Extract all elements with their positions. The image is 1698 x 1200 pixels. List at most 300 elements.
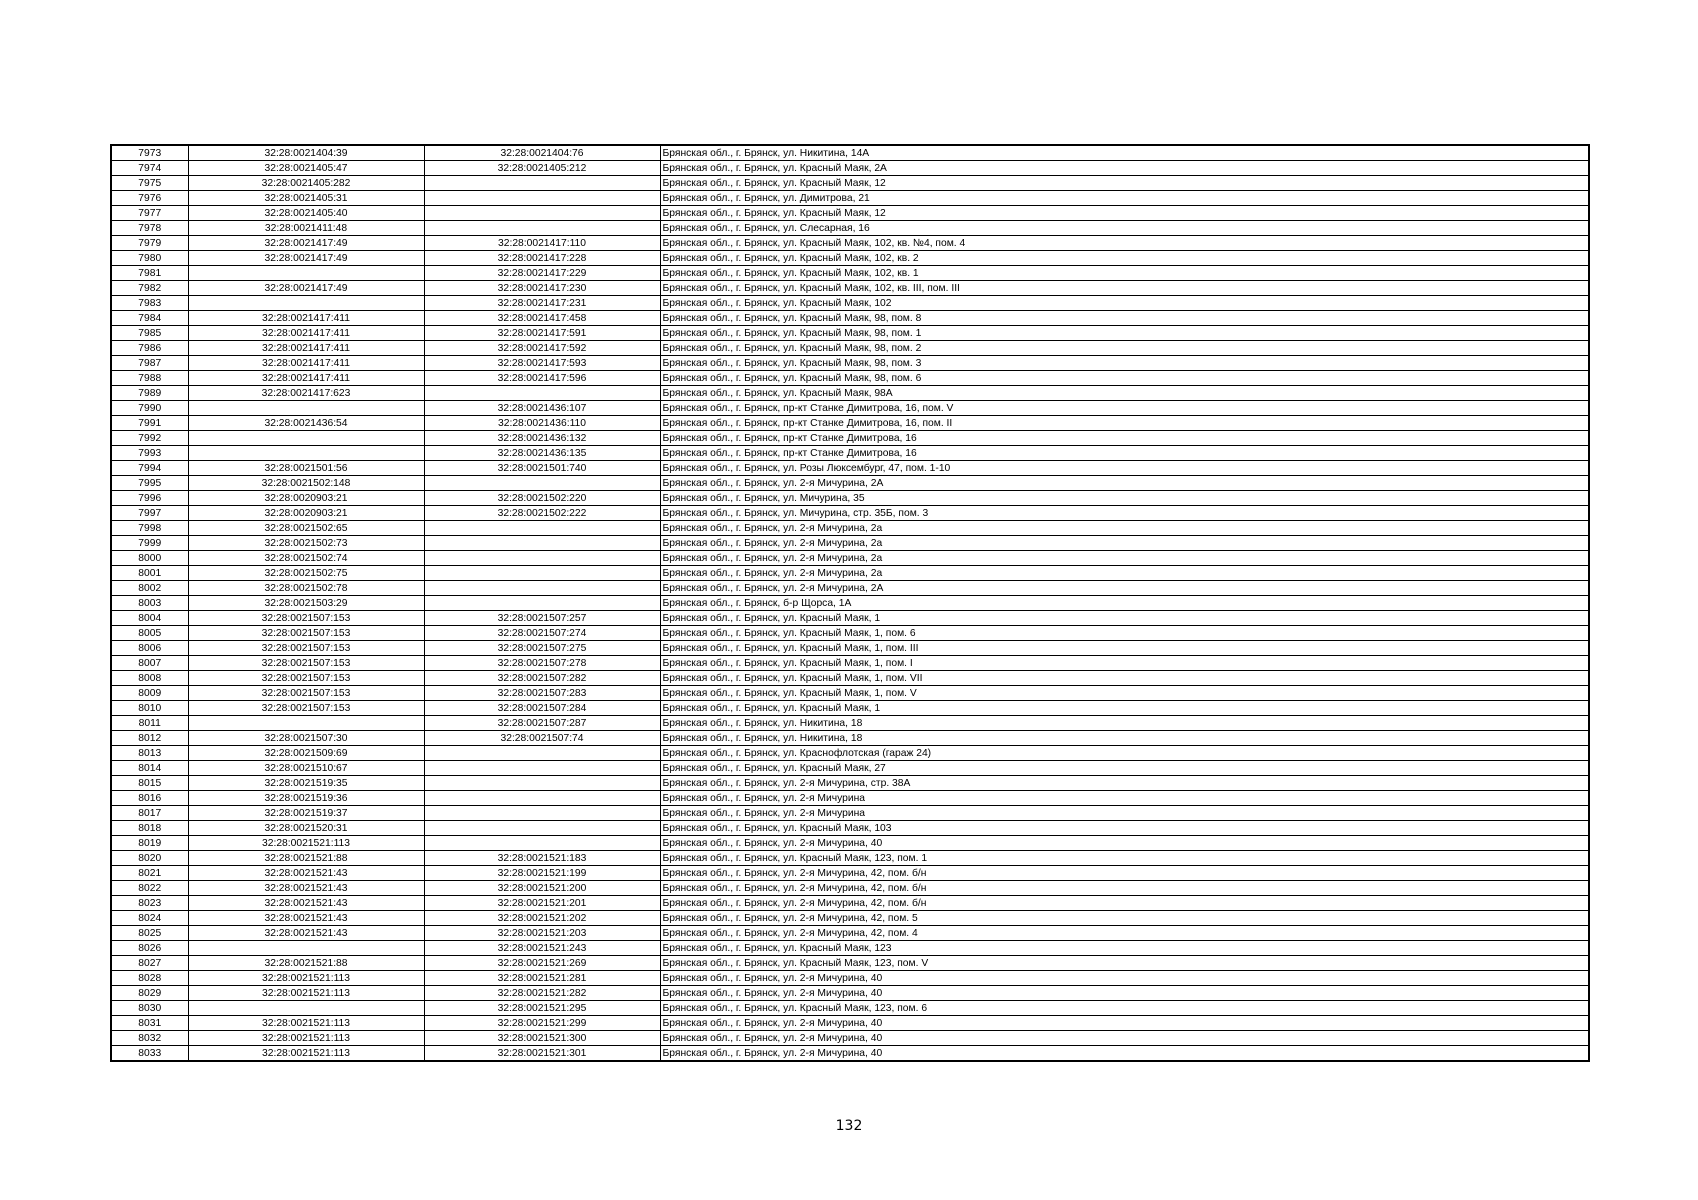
table-row [111, 761, 1589, 776]
address-cell: Брянская обл., г. Брянск, ул. Красный Маяк, 103 [660, 821, 1589, 836]
row-number-cell: 8015 [111, 776, 188, 791]
object-cadastral-number-cell: 32:28:0021521:199 [424, 866, 660, 881]
land-cadastral-number-cell: 32:28:0021509:69 [188, 746, 424, 761]
object-cadastral-number-cell [424, 521, 660, 536]
land-cadastral-number-cell: 32:28:0021502:75 [188, 566, 424, 581]
table-row [111, 596, 1589, 611]
registry-table [110, 144, 1590, 1062]
row-number-cell: 7997 [111, 506, 188, 521]
address-cell: Брянская обл., г. Брянск, ул. 2-я Мичурина, 42, пом. б/н [660, 881, 1589, 896]
address-cell: Брянская обл., г. Брянск, ул. Красный Маяк, 102, кв. 1 [660, 266, 1589, 281]
table-row [111, 641, 1589, 656]
table-row [111, 416, 1589, 431]
row-number-cell: 8004 [111, 611, 188, 626]
object-cadastral-number-cell: 32:28:0021405:212 [424, 161, 660, 176]
address-cell: Брянская обл., г. Брянск, ул. 2-я Мичурина, 2а [660, 521, 1589, 536]
land-cadastral-number-cell: 32:28:0021507:153 [188, 671, 424, 686]
row-number-cell: 7994 [111, 461, 188, 476]
address-cell: Брянская обл., г. Брянск, ул. 2-я Мичурина, 2а [660, 566, 1589, 581]
object-cadastral-number-cell: 32:28:0021436:132 [424, 431, 660, 446]
object-cadastral-number-cell: 32:28:0021507:284 [424, 701, 660, 716]
address-cell: Брянская обл., г. Брянск, ул. Красный Маяк, 123, пом. 6 [660, 1001, 1589, 1016]
table-row [111, 506, 1589, 521]
table-row [111, 521, 1589, 536]
table-row [111, 311, 1589, 326]
land-cadastral-number-cell: 32:28:0021521:113 [188, 971, 424, 986]
address-cell: Брянская обл., г. Брянск, пр-кт Станке Димитрова, 16 [660, 431, 1589, 446]
table-row [111, 236, 1589, 251]
address-cell: Брянская обл., г. Брянск, ул. 2-я Мичурина, 42, пом. б/н [660, 866, 1589, 881]
row-number-cell: 8012 [111, 731, 188, 746]
table-row [111, 356, 1589, 371]
row-number-cell: 7993 [111, 446, 188, 461]
land-cadastral-number-cell: 32:28:0021521:43 [188, 881, 424, 896]
table-row [111, 161, 1589, 176]
land-cadastral-number-cell: 32:28:0021520:31 [188, 821, 424, 836]
object-cadastral-number-cell [424, 746, 660, 761]
land-cadastral-number-cell: 32:28:0021503:29 [188, 596, 424, 611]
address-cell: Брянская обл., г. Брянск, ул. Красный Маяк, 102, кв. 2 [660, 251, 1589, 266]
land-cadastral-number-cell: 32:28:0021502:73 [188, 536, 424, 551]
land-cadastral-number-cell: 32:28:0021519:37 [188, 806, 424, 821]
object-cadastral-number-cell [424, 176, 660, 191]
row-number-cell: 7996 [111, 491, 188, 506]
object-cadastral-number-cell: 32:28:0021507:74 [424, 731, 660, 746]
row-number-cell: 7989 [111, 386, 188, 401]
object-cadastral-number-cell [424, 596, 660, 611]
row-number-cell: 8026 [111, 941, 188, 956]
land-cadastral-number-cell: 32:28:0021519:36 [188, 791, 424, 806]
table-row [111, 581, 1589, 596]
table-row [111, 476, 1589, 491]
row-number-cell: 8008 [111, 671, 188, 686]
address-cell: Брянская обл., г. Брянск, ул. Красный Маяк, 1, пом. V [660, 686, 1589, 701]
address-cell: Брянская обл., г. Брянск, ул. Красный Маяк, 1, пом. I [660, 656, 1589, 671]
land-cadastral-number-cell: 32:28:0020903:21 [188, 506, 424, 521]
table-row [111, 731, 1589, 746]
object-cadastral-number-cell: 32:28:0021507:257 [424, 611, 660, 626]
row-number-cell: 8011 [111, 716, 188, 731]
row-number-cell: 7981 [111, 266, 188, 281]
row-number-cell: 8016 [111, 791, 188, 806]
table-row [111, 281, 1589, 296]
object-cadastral-number-cell: 32:28:0021507:287 [424, 716, 660, 731]
address-cell: Брянская обл., г. Брянск, ул. Красный Маяк, 123, пом. 1 [660, 851, 1589, 866]
page-number: 132 [835, 1118, 863, 1134]
row-number-cell: 8019 [111, 836, 188, 851]
land-cadastral-number-cell: 32:28:0021507:153 [188, 656, 424, 671]
land-cadastral-number-cell: 32:28:0021404:39 [188, 145, 424, 161]
row-number-cell: 8025 [111, 926, 188, 941]
object-cadastral-number-cell: 32:28:0021507:274 [424, 626, 660, 641]
object-cadastral-number-cell: 32:28:0021521:300 [424, 1031, 660, 1046]
object-cadastral-number-cell: 32:28:0021417:229 [424, 266, 660, 281]
object-cadastral-number-cell: 32:28:0021417:592 [424, 341, 660, 356]
address-cell: Брянская обл., г. Брянск, ул. Красный Маяк, 123, пом. V [660, 956, 1589, 971]
table-row [111, 251, 1589, 266]
table-row [111, 776, 1589, 791]
row-number-cell: 8005 [111, 626, 188, 641]
land-cadastral-number-cell: 32:28:0021501:56 [188, 461, 424, 476]
address-cell: Брянская обл., г. Брянск, ул. Красный Маяк, 27 [660, 761, 1589, 776]
object-cadastral-number-cell: 32:28:0021404:76 [424, 145, 660, 161]
table-row [111, 806, 1589, 821]
table-row [111, 145, 1589, 161]
object-cadastral-number-cell: 32:28:0021521:203 [424, 926, 660, 941]
table-row [111, 536, 1589, 551]
address-cell: Брянская обл., г. Брянск, ул. Краснофлотская (гараж 24) [660, 746, 1589, 761]
row-number-cell: 7988 [111, 371, 188, 386]
object-cadastral-number-cell [424, 221, 660, 236]
land-cadastral-number-cell: 32:28:0021521:43 [188, 926, 424, 941]
address-cell: Брянская обл., г. Брянск, ул. 2-я Мичурина, 2А [660, 476, 1589, 491]
land-cadastral-number-cell [188, 941, 424, 956]
address-cell: Брянская обл., г. Брянск, ул. 2-я Мичурина [660, 791, 1589, 806]
land-cadastral-number-cell [188, 431, 424, 446]
land-cadastral-number-cell: 32:28:0021521:43 [188, 911, 424, 926]
address-cell: Брянская обл., г. Брянск, ул. 2-я Мичурина, 2а [660, 551, 1589, 566]
table-row [111, 656, 1589, 671]
land-cadastral-number-cell: 32:28:0021436:54 [188, 416, 424, 431]
table-row [111, 296, 1589, 311]
object-cadastral-number-cell: 32:28:0021521:243 [424, 941, 660, 956]
address-cell: Брянская обл., г. Брянск, ул. 2-я Мичурина, 42, пом. 4 [660, 926, 1589, 941]
address-cell: Брянская обл., г. Брянск, ул. Красный Маяк, 1 [660, 701, 1589, 716]
land-cadastral-number-cell: 32:28:0021417:49 [188, 251, 424, 266]
land-cadastral-number-cell: 32:28:0021521:113 [188, 1031, 424, 1046]
land-cadastral-number-cell: 32:28:0021510:67 [188, 761, 424, 776]
row-number-cell: 8007 [111, 656, 188, 671]
table-row [111, 371, 1589, 386]
row-number-cell: 7995 [111, 476, 188, 491]
address-cell: Брянская обл., г. Брянск, ул. 2-я Мичурина, стр. 38А [660, 776, 1589, 791]
table-row [111, 461, 1589, 476]
table-row [111, 971, 1589, 986]
row-number-cell: 8032 [111, 1031, 188, 1046]
object-cadastral-number-cell: 32:28:0021521:269 [424, 956, 660, 971]
object-cadastral-number-cell: 32:28:0021436:107 [424, 401, 660, 416]
address-cell: Брянская обл., г. Брянск, ул. 2-я Мичурина, 40 [660, 1031, 1589, 1046]
table-row [111, 551, 1589, 566]
row-number-cell: 8031 [111, 1016, 188, 1031]
address-cell: Брянская обл., г. Брянск, ул. Слесарная, 16 [660, 221, 1589, 236]
object-cadastral-number-cell: 32:28:0021417:230 [424, 281, 660, 296]
object-cadastral-number-cell [424, 791, 660, 806]
land-cadastral-number-cell: 32:28:0021521:88 [188, 956, 424, 971]
object-cadastral-number-cell: 32:28:0021436:110 [424, 416, 660, 431]
land-cadastral-number-cell: 32:28:0021502:148 [188, 476, 424, 491]
row-number-cell: 7974 [111, 161, 188, 176]
row-number-cell: 7982 [111, 281, 188, 296]
address-cell: Брянская обл., г. Брянск, ул. Красный Маяк, 1 [660, 611, 1589, 626]
land-cadastral-number-cell: 32:28:0021521:88 [188, 851, 424, 866]
row-number-cell: 8033 [111, 1046, 188, 1062]
land-cadastral-number-cell: 32:28:0021521:43 [188, 896, 424, 911]
address-cell: Брянская обл., г. Брянск, ул. 2-я Мичурина, 40 [660, 1046, 1589, 1062]
object-cadastral-number-cell [424, 206, 660, 221]
object-cadastral-number-cell: 32:28:0021417:591 [424, 326, 660, 341]
address-cell: Брянская обл., г. Брянск, пр-кт Станке Димитрова, 16, пом. V [660, 401, 1589, 416]
address-cell: Брянская обл., г. Брянск, ул. Красный Маяк, 1, пом. 6 [660, 626, 1589, 641]
land-cadastral-number-cell [188, 266, 424, 281]
table-row [111, 491, 1589, 506]
table-row [111, 341, 1589, 356]
address-cell: Брянская обл., г. Брянск, ул. Никитина, 18 [660, 731, 1589, 746]
registry-table-body [111, 145, 1589, 1061]
table-row [111, 566, 1589, 581]
object-cadastral-number-cell [424, 836, 660, 851]
address-cell: Брянская обл., г. Брянск, ул. Красный Маяк, 98, пом. 6 [660, 371, 1589, 386]
row-number-cell: 7980 [111, 251, 188, 266]
row-number-cell: 7986 [111, 341, 188, 356]
address-cell: Брянская обл., г. Брянск, ул. Красный Маяк, 1, пом. III [660, 641, 1589, 656]
object-cadastral-number-cell: 32:28:0021417:458 [424, 311, 660, 326]
row-number-cell: 7976 [111, 191, 188, 206]
table-row [111, 1046, 1589, 1062]
table-row [111, 686, 1589, 701]
table-row [111, 1031, 1589, 1046]
address-cell: Брянская обл., г. Брянск, ул. Никитина, 18 [660, 716, 1589, 731]
land-cadastral-number-cell: 32:28:0021502:65 [188, 521, 424, 536]
object-cadastral-number-cell: 32:28:0021521:201 [424, 896, 660, 911]
row-number-cell: 8010 [111, 701, 188, 716]
row-number-cell: 8017 [111, 806, 188, 821]
land-cadastral-number-cell [188, 446, 424, 461]
land-cadastral-number-cell: 32:28:0021405:47 [188, 161, 424, 176]
land-cadastral-number-cell: 32:28:0021521:113 [188, 836, 424, 851]
table-row [111, 836, 1589, 851]
row-number-cell: 7992 [111, 431, 188, 446]
object-cadastral-number-cell: 32:28:0021501:740 [424, 461, 660, 476]
row-number-cell: 8030 [111, 1001, 188, 1016]
row-number-cell: 7991 [111, 416, 188, 431]
address-cell: Брянская обл., г. Брянск, ул. 2-я Мичурина, 42, пом. б/н [660, 896, 1589, 911]
land-cadastral-number-cell: 32:28:0020903:21 [188, 491, 424, 506]
land-cadastral-number-cell: 32:28:0021417:411 [188, 371, 424, 386]
address-cell: Брянская обл., г. Брянск, ул. Красный Маяк, 98, пом. 2 [660, 341, 1589, 356]
row-number-cell: 7973 [111, 145, 188, 161]
land-cadastral-number-cell: 32:28:0021521:113 [188, 1016, 424, 1031]
land-cadastral-number-cell: 32:28:0021417:411 [188, 341, 424, 356]
row-number-cell: 8006 [111, 641, 188, 656]
table-row [111, 386, 1589, 401]
table-row [111, 851, 1589, 866]
address-cell: Брянская обл., г. Брянск, ул. 2-я Мичурина, 40 [660, 1016, 1589, 1031]
table-row [111, 701, 1589, 716]
table-row [111, 911, 1589, 926]
object-cadastral-number-cell: 32:28:0021502:220 [424, 491, 660, 506]
table-row [111, 881, 1589, 896]
land-cadastral-number-cell [188, 1001, 424, 1016]
row-number-cell: 8013 [111, 746, 188, 761]
row-number-cell: 8027 [111, 956, 188, 971]
land-cadastral-number-cell: 32:28:0021507:153 [188, 626, 424, 641]
land-cadastral-number-cell: 32:28:0021417:411 [188, 356, 424, 371]
address-cell: Брянская обл., г. Брянск, ул. Никитина, 14А [660, 145, 1589, 161]
table-row [111, 266, 1589, 281]
land-cadastral-number-cell: 32:28:0021417:411 [188, 311, 424, 326]
address-cell: Брянская обл., г. Брянск, ул. Красный Маяк, 98, пом. 3 [660, 356, 1589, 371]
row-number-cell: 8003 [111, 596, 188, 611]
table-row [111, 176, 1589, 191]
row-number-cell: 8020 [111, 851, 188, 866]
address-cell: Брянская обл., г. Брянск, ул. Красный Маяк, 98, пом. 8 [660, 311, 1589, 326]
table-row [111, 221, 1589, 236]
object-cadastral-number-cell [424, 761, 660, 776]
land-cadastral-number-cell: 32:28:0021417:411 [188, 326, 424, 341]
table-row [111, 401, 1589, 416]
row-number-cell: 8001 [111, 566, 188, 581]
table-row [111, 326, 1589, 341]
object-cadastral-number-cell [424, 551, 660, 566]
row-number-cell: 8018 [111, 821, 188, 836]
row-number-cell: 7983 [111, 296, 188, 311]
table-row [111, 611, 1589, 626]
land-cadastral-number-cell: 32:28:0021507:153 [188, 686, 424, 701]
object-cadastral-number-cell [424, 821, 660, 836]
land-cadastral-number-cell: 32:28:0021507:153 [188, 641, 424, 656]
object-cadastral-number-cell [424, 191, 660, 206]
land-cadastral-number-cell: 32:28:0021519:35 [188, 776, 424, 791]
address-cell: Брянская обл., г. Брянск, ул. 2-я Мичурина, 42, пом. 5 [660, 911, 1589, 926]
row-number-cell: 8028 [111, 971, 188, 986]
object-cadastral-number-cell [424, 566, 660, 581]
land-cadastral-number-cell: 32:28:0021411:48 [188, 221, 424, 236]
land-cadastral-number-cell: 32:28:0021521:113 [188, 1046, 424, 1062]
row-number-cell: 7975 [111, 176, 188, 191]
object-cadastral-number-cell: 32:28:0021521:295 [424, 1001, 660, 1016]
address-cell: Брянская обл., г. Брянск, ул. Розы Люксембург, 47, пом. 1-10 [660, 461, 1589, 476]
row-number-cell: 8009 [111, 686, 188, 701]
object-cadastral-number-cell: 32:28:0021521:299 [424, 1016, 660, 1031]
address-cell: Брянская обл., г. Брянск, ул. Красный Маяк, 123 [660, 941, 1589, 956]
address-cell: Брянская обл., г. Брянск, ул. Красный Маяк, 12 [660, 176, 1589, 191]
address-cell: Брянская обл., г. Брянск, ул. 2-я Мичурина, 2а [660, 536, 1589, 551]
address-cell: Брянская обл., г. Брянск, ул. Мичурина, 35 [660, 491, 1589, 506]
row-number-cell: 7977 [111, 206, 188, 221]
row-number-cell: 8000 [111, 551, 188, 566]
land-cadastral-number-cell: 32:28:0021405:282 [188, 176, 424, 191]
address-cell: Брянская обл., г. Брянск, ул. Красный Маяк, 102, кв. III, пом. III [660, 281, 1589, 296]
table-row [111, 791, 1589, 806]
row-number-cell: 7998 [111, 521, 188, 536]
row-number-cell: 7985 [111, 326, 188, 341]
object-cadastral-number-cell: 32:28:0021507:283 [424, 686, 660, 701]
address-cell: Брянская обл., г. Брянск, ул. 2-я Мичурина, 40 [660, 971, 1589, 986]
row-number-cell: 7984 [111, 311, 188, 326]
land-cadastral-number-cell: 32:28:0021417:623 [188, 386, 424, 401]
address-cell: Брянская обл., г. Брянск, ул. 2-я Мичурина, 40 [660, 986, 1589, 1001]
object-cadastral-number-cell: 32:28:0021521:183 [424, 851, 660, 866]
object-cadastral-number-cell: 32:28:0021417:596 [424, 371, 660, 386]
table-row [111, 431, 1589, 446]
object-cadastral-number-cell [424, 386, 660, 401]
land-cadastral-number-cell: 32:28:0021405:40 [188, 206, 424, 221]
object-cadastral-number-cell: 32:28:0021507:282 [424, 671, 660, 686]
object-cadastral-number-cell [424, 776, 660, 791]
address-cell: Брянская обл., г. Брянск, ул. 2-я Мичурина, 2А [660, 581, 1589, 596]
land-cadastral-number-cell: 32:28:0021502:78 [188, 581, 424, 596]
object-cadastral-number-cell: 32:28:0021436:135 [424, 446, 660, 461]
table-row [111, 746, 1589, 761]
address-cell: Брянская обл., г. Брянск, пр-кт Станке Димитрова, 16, пом. II [660, 416, 1589, 431]
row-number-cell: 8002 [111, 581, 188, 596]
land-cadastral-number-cell: 32:28:0021502:74 [188, 551, 424, 566]
row-number-cell: 7987 [111, 356, 188, 371]
address-cell: Брянская обл., г. Брянск, ул. Красный Маяк, 12 [660, 206, 1589, 221]
table-row [111, 941, 1589, 956]
address-cell: Брянская обл., г. Брянск, ул. Красный Маяк, 1, пом. VII [660, 671, 1589, 686]
address-cell: Брянская обл., г. Брянск, ул. Красный Маяк, 102, кв. №4, пом. 4 [660, 236, 1589, 251]
object-cadastral-number-cell [424, 536, 660, 551]
row-number-cell: 8023 [111, 896, 188, 911]
address-cell: Брянская обл., г. Брянск, ул. Димитрова, 21 [660, 191, 1589, 206]
table-row [111, 191, 1589, 206]
land-cadastral-number-cell [188, 296, 424, 311]
table-row [111, 956, 1589, 971]
object-cadastral-number-cell: 32:28:0021417:228 [424, 251, 660, 266]
row-number-cell: 7978 [111, 221, 188, 236]
land-cadastral-number-cell: 32:28:0021507:153 [188, 701, 424, 716]
object-cadastral-number-cell [424, 476, 660, 491]
row-number-cell: 8014 [111, 761, 188, 776]
row-number-cell: 8022 [111, 881, 188, 896]
land-cadastral-number-cell: 32:28:0021417:49 [188, 281, 424, 296]
table-row [111, 896, 1589, 911]
object-cadastral-number-cell [424, 581, 660, 596]
table-row [111, 446, 1589, 461]
object-cadastral-number-cell: 32:28:0021521:301 [424, 1046, 660, 1062]
address-cell: Брянская обл., г. Брянск, ул. Красный Маяк, 2А [660, 161, 1589, 176]
table-row [111, 626, 1589, 641]
object-cadastral-number-cell: 32:28:0021507:278 [424, 656, 660, 671]
address-cell: Брянская обл., г. Брянск, ул. Красный Маяк, 98, пом. 1 [660, 326, 1589, 341]
object-cadastral-number-cell [424, 806, 660, 821]
land-cadastral-number-cell: 32:28:0021405:31 [188, 191, 424, 206]
table-row [111, 986, 1589, 1001]
address-cell: Брянская обл., г. Брянск, ул. Красный Маяк, 98А [660, 386, 1589, 401]
address-cell: Брянская обл., г. Брянск, ул. 2-я Мичурина [660, 806, 1589, 821]
address-cell: Брянская обл., г. Брянск, ул. Мичурина, стр. 35Б, пом. 3 [660, 506, 1589, 521]
object-cadastral-number-cell: 32:28:0021521:200 [424, 881, 660, 896]
row-number-cell: 8024 [111, 911, 188, 926]
object-cadastral-number-cell: 32:28:0021417:110 [424, 236, 660, 251]
object-cadastral-number-cell: 32:28:0021417:593 [424, 356, 660, 371]
table-row [111, 1001, 1589, 1016]
table-row [111, 206, 1589, 221]
row-number-cell: 7999 [111, 536, 188, 551]
row-number-cell: 8029 [111, 986, 188, 1001]
address-cell: Брянская обл., г. Брянск, ул. Красный Маяк, 102 [660, 296, 1589, 311]
address-cell: Брянская обл., г. Брянск, ул. 2-я Мичурина, 40 [660, 836, 1589, 851]
table-row [111, 1016, 1589, 1031]
land-cadastral-number-cell [188, 716, 424, 731]
table-row [111, 926, 1589, 941]
object-cadastral-number-cell: 32:28:0021502:222 [424, 506, 660, 521]
row-number-cell: 7990 [111, 401, 188, 416]
object-cadastral-number-cell: 32:28:0021417:231 [424, 296, 660, 311]
land-cadastral-number-cell: 32:28:0021521:113 [188, 986, 424, 1001]
object-cadastral-number-cell: 32:28:0021507:275 [424, 641, 660, 656]
address-cell: Брянская обл., г. Брянск, б-р Щорса, 1А [660, 596, 1589, 611]
table-row [111, 866, 1589, 881]
land-cadastral-number-cell: 32:28:0021507:30 [188, 731, 424, 746]
object-cadastral-number-cell: 32:28:0021521:281 [424, 971, 660, 986]
table-row [111, 821, 1589, 836]
row-number-cell: 7979 [111, 236, 188, 251]
land-cadastral-number-cell [188, 401, 424, 416]
land-cadastral-number-cell: 32:28:0021507:153 [188, 611, 424, 626]
